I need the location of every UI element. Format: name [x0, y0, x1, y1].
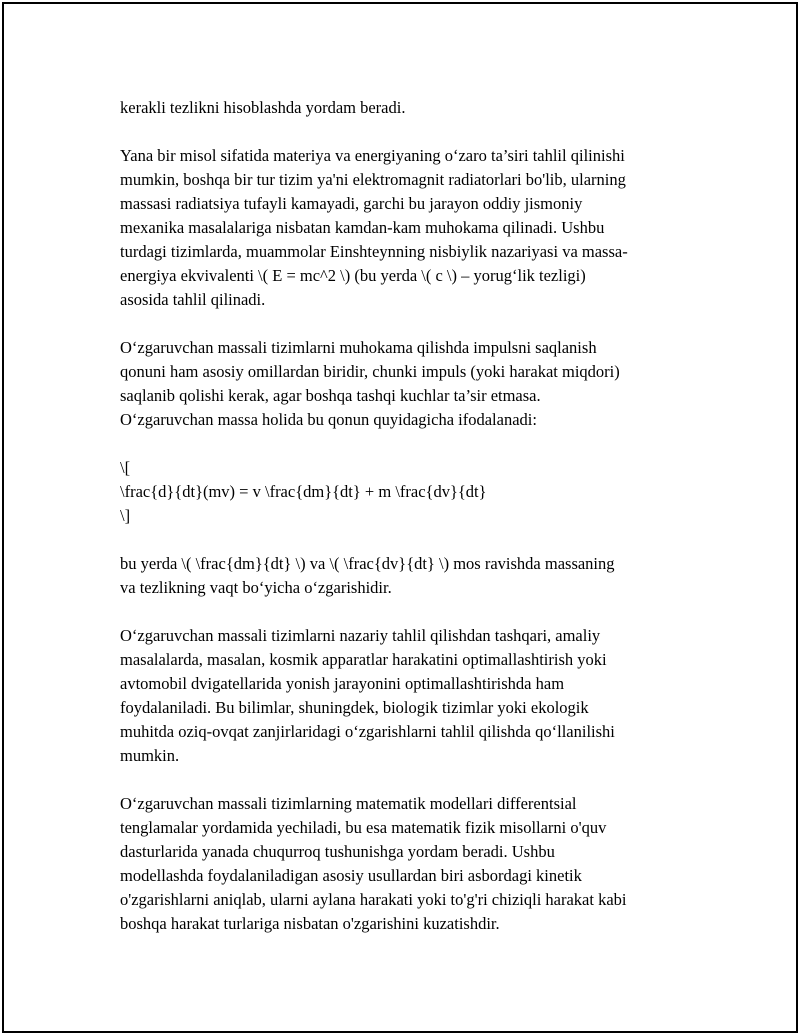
paragraph-momentum-conservation: O‘zgaruvchan massali tizimlarni muhokama qilishda impulsni saqlanish qonuni ham asosiy omillardan biridir, chunki impuls (yoki harakat miqdori) saqlanib qolishi kerak, agar boshqa tashqi kuchlar ta’sir etmasa. O‘zgaruvchan massa holida bu qonun quyidagicha ifodalanadi:	[120, 338, 620, 429]
document-page	[2, 2, 798, 1033]
paragraph-mass-energy: Yana bir misol sifatida materiya va energiyaning o‘zaro ta’siri tahlil qilinishi mumkin, boshqa bir tur tizim ya'ni elektromagnit radiatorlari bo'lib, ularning massasi radiatsiya tufayli kamayadi, garchi bu jarayon oddiy jismoniy mexanika masalalariga nisbatan kamdan-kam muhokama qilinadi. Ushbu turdagi tizimlarda, muammolar Einshteynning nisbiylik nazariyasi va massa- energiya ekvivalenti \( E = mc^2 \) (bu yerda \( c \) – yorug‘lik tezligi) asosida tahlil qilinadi.	[120, 146, 628, 309]
document-body	[120, 96, 710, 960]
paragraph-applications: O‘zgaruvchan massali tizimlarni nazariy tahlil qilishdan tashqari, amaliy masalalarda, masalan, kosmik apparatlar harakatini optimallashtirish yoki avtomobil dvigatellarida yonish jarayonini optimallashtirishda ham foydalaniladi. Bu bilimlar, shuningdek, biologik tizimlar yoki ekologik muhitda oziq-ovqat zanjirlaridagi o‘zgarishlarni tahlil qilishda qo‘llanilishi mumkin.	[120, 626, 615, 765]
paragraph-intro-tail: kerakli tezlikni hisoblashda yordam beradi.	[120, 98, 406, 117]
paragraph-equation-explanation: bu yerda \( \frac{dm}{dt} \) va \( \frac{dv}{dt} \) mos ravishda massaning va tezlikning vaqt bo‘yicha o‘zgarishidir.	[120, 554, 615, 597]
equation-block: \[ \frac{d}{dt}(mv) = v \frac{dm}{dt} + m \frac{dv}{dt} \]	[120, 458, 487, 525]
paragraph-mathematical-models: O‘zgaruvchan massali tizimlarning matematik modellari differentsial tenglamalar yordamida yechiladi, bu esa matematik fizik misollarni o'quv dasturlarida yanada chuqurroq tushunishga yordam beradi. Ushbu modellashda foydalaniladigan asosiy usullardan biri asbordagi kinetik o'zgarishlarni aniqlab, ularni aylana harakati yoki to'g'ri chiziqli harakat kabi boshqa harakat turlariga nisbatan o'zgarishini kuzatishdir.	[120, 794, 627, 933]
